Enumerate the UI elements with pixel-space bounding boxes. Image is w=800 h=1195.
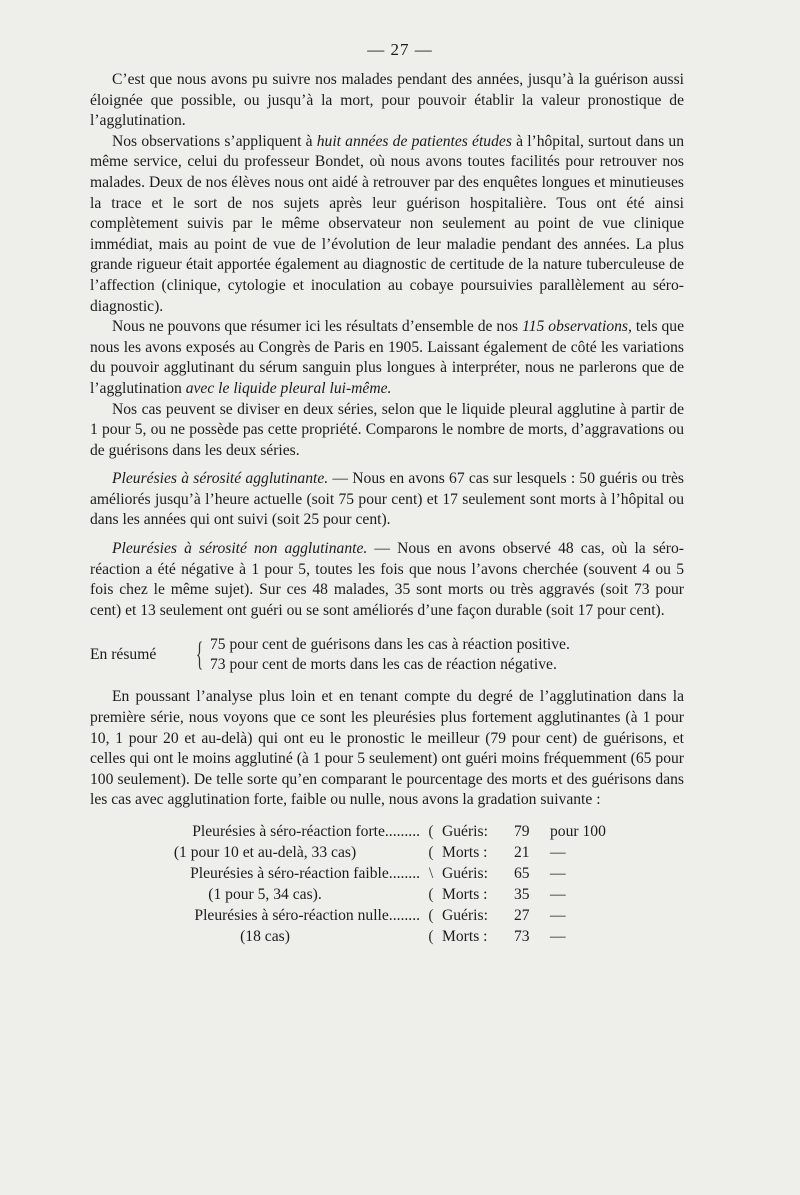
summary-label: En résumé — [90, 646, 157, 664]
paragraph-6-italic: Pleurésies à sérosité non agglutinante. — [112, 540, 368, 558]
results-sub-label: (1 pour 5, 34 cas). — [208, 886, 322, 903]
paragraph-6-text: — Nous en avons observé 48 cas, où la séro-réaction a été négative à 1 pour 5, toutes les fois que nous l’avons cherchée (souvent 4 ou 5 fois chez le même sujet). Sur ces 48 malades, 35 sont morts ou très aggravés (soit 73 pour cent) et 13 seulement ont guéri ou se sont améliorés d’une façon durable (soit 17 pour cent). — [90, 540, 684, 619]
paragraph-3-italic-2: avec le liquide pleural lui-même. — [185, 379, 392, 397]
paragraph-5-italic: Pleurésies à sérosité agglutinante. — [112, 470, 329, 488]
results-sub-label: (18 cas) — [240, 928, 290, 945]
morts-unit: — — [550, 886, 566, 903]
gueris-key: Guéris: — [442, 865, 488, 882]
page-number: — 27 — — [367, 40, 433, 59]
results-row — [90, 863, 684, 884]
summary-line-1: 75 pour cent de guérisons dans les cas à réaction positive. — [210, 636, 570, 654]
brace-glyph: ( — [428, 928, 434, 945]
results-row — [90, 926, 684, 947]
gueris-value: 79 — [514, 823, 530, 840]
morts-unit: — — [550, 844, 566, 861]
paragraph-3-text-a: Nous ne pouvons que résumer ici les résultats d’ensemble de nos — [112, 318, 523, 336]
gueris-unit: — — [550, 907, 566, 924]
paragraph-2-text-b: à l’hôpital, surtout dans un même service, celui du professeur Bondet, où nous avons toutes facilités pour retrouver nos malades. Deux de nos élèves nous ont aidé à retrouver par des enquêtes longues et minutieuses la trace et le sort de nos sujets après leur guérison hospitalière. Tous ont été ainsi complètement suivis par le même observateur non seulement au point de vue clinique immédiat, mais au point de vue de l’évolution de leur maladie pendant des années. La plus grande rigueur était apportée également au diagnostic de certitude de la nature tuberculeuse de l’affection (clinique, cytologie et inoculation au cobaye poursuivies parallèlement au séro-diagnostic). — [90, 132, 684, 315]
paragraph-2-italic: huit années de patientes études — [316, 132, 512, 150]
morts-key: Morts : — [442, 844, 488, 861]
paragraph-1: C’est que nous avons pu suivre nos malades pendant des années, jusqu’à la guérison aussi éloignée que possible, ou jusqu’à la mort, pour pouvoir établir la valeur pronostique de l’agglutination. — [90, 71, 684, 130]
brace-glyph: ( — [428, 886, 434, 903]
summary-block — [90, 635, 684, 675]
gueris-value: 65 — [514, 865, 530, 882]
summary-line-2: 73 pour cent de morts dans les cas de réaction négative. — [210, 656, 557, 674]
gueris-key: Guéris: — [442, 823, 488, 840]
gueris-unit: pour 100 — [550, 823, 606, 840]
results-table — [90, 821, 684, 947]
paragraph-6 — [90, 539, 684, 621]
paragraph-3-italic-1: 115 observations, — [522, 318, 632, 336]
brace-glyph: ( — [428, 844, 434, 861]
brace-glyph: \ — [428, 865, 434, 882]
paragraph-5 — [90, 469, 684, 531]
paragraph-7: En poussant l’analyse plus loin et en tenant compte du degré de l’agglutination dans la première série, nous voyons que ce sont les pleurésies plus fortement agglutinantes (à 1 pour 10, 1 pour 20 et au-delà) qui ont eu le pronostic le meilleur (79 pour cent) de guérisons, et celles qui ont le moins agglutiné (à 1 pour 5 seulement) ont guéri moins fréquemment (65 pour 100 seulement). De telle sorte qu’en comparant le pourcentage des morts et des guérisons dans les cas avec agglutination forte, faible ou nulle, nous avons la gradation suivante : — [90, 688, 684, 809]
paragraph-3-text-b: tels que nous les avons exposés au Congrès de Paris en 1905. Laissant également de côté les variations du pouvoir agglutinant du sérum sanguin plus longues à interpréter, nous ne parlerons que de l’agglutination — [90, 318, 685, 397]
morts-key: Morts : — [442, 928, 488, 945]
results-row — [90, 905, 684, 926]
paragraph-3 — [90, 317, 684, 399]
paragraph-4: Nos cas peuvent se diviser en deux séries, selon que le liquide pleural agglutine à partir de 1 pour 5, ou ne possède pas cette propriété. Comparons le nombre de morts, d’aggravations ou de guérisons dans les deux séries. — [90, 400, 684, 459]
morts-key: Morts : — [442, 886, 488, 903]
results-label: Pleurésies à séro-réaction forte......... — [192, 823, 420, 840]
body-text — [90, 70, 684, 947]
results-row — [90, 821, 684, 842]
paragraph-5-text: — Nous en avons 67 cas sur lesquels : 50 guéris ou très améliorés jusqu’à l’heure actuelle (soit 75 pour cent) et 17 seulement sont morts à l’hôpital ou dans les années qui ont suivi (soit 25 pour cent). — [90, 470, 684, 529]
summary-brace: { — [195, 636, 204, 674]
results-sub-label: (1 pour 10 et au-delà, 33 cas) — [173, 844, 357, 861]
results-row — [90, 842, 684, 863]
brace-glyph: ( — [428, 823, 434, 840]
morts-value: 35 — [514, 886, 530, 903]
summary-lines — [210, 635, 684, 675]
gueris-unit: — — [550, 865, 566, 882]
morts-value: 21 — [514, 844, 530, 861]
results-row — [90, 884, 684, 905]
morts-unit: — — [550, 928, 566, 945]
paragraph-2-text-a: Nos observations s’appliquent à — [112, 132, 317, 150]
gueris-key: Guéris: — [442, 907, 488, 924]
gueris-value: 27 — [514, 907, 530, 924]
paragraph-2 — [90, 132, 684, 317]
brace-glyph: ( — [428, 907, 434, 924]
results-label: Pleurésies à séro-réaction faible........ — [190, 865, 420, 882]
results-label: Pleurésies à séro-réaction nulle........ — [194, 907, 420, 924]
morts-value: 73 — [514, 928, 530, 945]
